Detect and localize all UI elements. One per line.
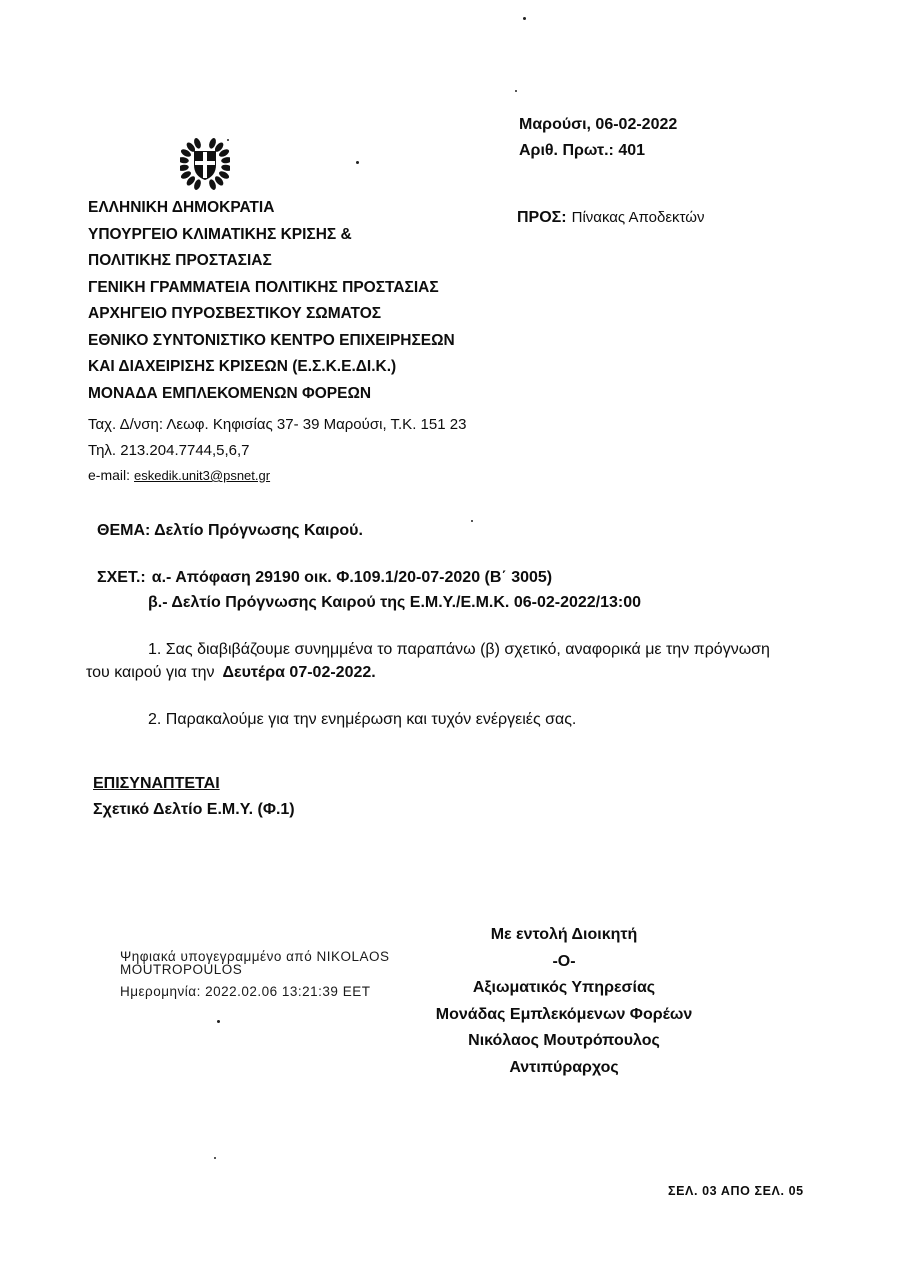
scan-speck bbox=[523, 17, 526, 20]
paragraph-1-line-1: 1. Σας διαβιβάζουμε συνημμένα το παραπάνω (β) σχετικό, αναφορικά με την πρόγνωση bbox=[148, 641, 770, 658]
issuer-phone: Τηλ. 213.204.7744,5,6,7 bbox=[88, 441, 250, 459]
issuer-header bbox=[88, 195, 455, 407]
forecast-date: Δευτέρα 07-02-2022. bbox=[222, 664, 376, 681]
email-label: e-mail: bbox=[88, 467, 131, 483]
related-label: ΣΧΕΤ.: bbox=[97, 569, 146, 586]
issuer-line: ΕΘΝΙΚΟ ΣΥΝΤΟΝΙΣΤΙΚΟ ΚΕΝΤΡΟ ΕΠΙΧΕΙΡΗΣΕΩΝ bbox=[88, 331, 455, 349]
digital-signature-line: Ψηφιακά υπογεγραμμένο από NIKOLAOS bbox=[120, 949, 390, 964]
scan-speck bbox=[471, 520, 473, 522]
attachment-heading: ΕΠΙΣΥΝΑΠΤΕΤΑΙ bbox=[93, 775, 220, 792]
related-item-b: β.- Δελτίο Πρόγνωσης Καιρού της Ε.Μ.Υ./Ε.Μ.Κ. 06-02-2022/13:00 bbox=[148, 594, 642, 611]
digital-signature-line: MOUTROPOULOS bbox=[120, 962, 243, 977]
signature-line: -Ο- bbox=[552, 952, 576, 970]
scan-speck bbox=[515, 90, 517, 92]
paragraph-1-text: του καιρού για την bbox=[86, 664, 215, 681]
scan-speck bbox=[214, 1157, 216, 1159]
issuer-email-row bbox=[88, 463, 466, 489]
issuer-address: Ταχ. Δ/νση: Λεωφ. Κηφισίας 37- 39 Μαρούσι, Τ.Κ. 151 23 bbox=[88, 416, 467, 433]
protocol-number: Αριθ. Πρωτ.: 401 bbox=[519, 142, 646, 159]
subject: ΘΕΜΑ: Δελτίο Πρόγνωσης Καιρού. bbox=[97, 522, 363, 539]
paragraph-2: 2. Παρακαλούμε για την ενημέρωση και τυχόν ενέργειές σας. bbox=[148, 711, 577, 728]
issuer-line: ΠΟΛΙΤΙΚΗΣ ΠΡΟΣΤΑΣΙΑΣ bbox=[88, 252, 272, 269]
issuer-line: ΥΠΟΥΡΓΕΙΟ ΚΛΙΜΑΤΙΚΗΣ ΚΡΙΣΗΣ & bbox=[88, 225, 352, 243]
signature-line: Μονάδας Εμπλεκόμενων Φορέων bbox=[435, 1005, 693, 1023]
issuer-line: ΜΟΝΑΔΑ ΕΜΠΛΕΚΟΜΕΝΩΝ ΦΟΡΕΩΝ bbox=[88, 384, 372, 402]
digital-signature-date: Ημερομηνία: 2022.02.06 13:21:39 EET bbox=[120, 984, 371, 999]
issuer-line: ΑΡΧΗΓΕΙΟ ΠΥΡΟΣΒΕΣΤΙΚΟΥ ΣΩΜΑΤΟΣ bbox=[88, 305, 382, 322]
recipient bbox=[517, 208, 704, 228]
attachment-item: Σχετικό Δελτίο Ε.Μ.Υ. (Φ.1) bbox=[93, 801, 295, 818]
recipient-label: ΠΡΟΣ: bbox=[517, 209, 567, 226]
greek-coat-of-arms-icon bbox=[180, 136, 230, 192]
signature-block bbox=[414, 922, 714, 1082]
signatory-rank: Αντιπύραρχος bbox=[509, 1058, 619, 1076]
issuer-contact bbox=[88, 412, 466, 489]
signature-line: Με εντολή Διοικητή bbox=[490, 926, 638, 943]
recipient-value: Πίνακας Αποδεκτών bbox=[571, 209, 705, 226]
email-link[interactable]: eskedik.unit3@psnet.gr bbox=[134, 468, 271, 483]
related-item-a: α.- Απόφαση 29190 οικ. Φ.109.1/20-07-2020 (Β΄ 3005) bbox=[151, 569, 553, 586]
issuer-line: ΚΑΙ ΔΙΑΧΕΙΡΙΣΗΣ ΚΡΙΣΕΩΝ (Ε.Σ.Κ.Ε.ΔΙ.Κ.) bbox=[88, 358, 397, 375]
signature-line: Αξιωματικός Υπηρεσίας bbox=[472, 979, 656, 997]
related-ref-a bbox=[97, 568, 552, 588]
page-number: ΣΕΛ. 03 ΑΠΟ ΣΕΛ. 05 bbox=[668, 1184, 804, 1198]
signatory-name: Νικόλαος Μουτρόπουλος bbox=[468, 1032, 660, 1050]
scan-speck bbox=[217, 1020, 220, 1023]
scan-speck bbox=[356, 161, 359, 164]
place-date: Μαρούσι, 06-02-2022 bbox=[519, 116, 678, 133]
issuer-line: ΕΛΛΗΝΙΚΗ ΔΗΜΟΚΡΑΤΙΑ bbox=[88, 199, 275, 216]
paragraph-1-line-2 bbox=[86, 663, 376, 683]
issuer-line: ΓΕΝΙΚΗ ΓΡΑΜΜΑΤΕΙΑ ΠΟΛΙΤΙΚΗΣ ΠΡΟΣΤΑΣΙΑΣ bbox=[88, 278, 439, 296]
